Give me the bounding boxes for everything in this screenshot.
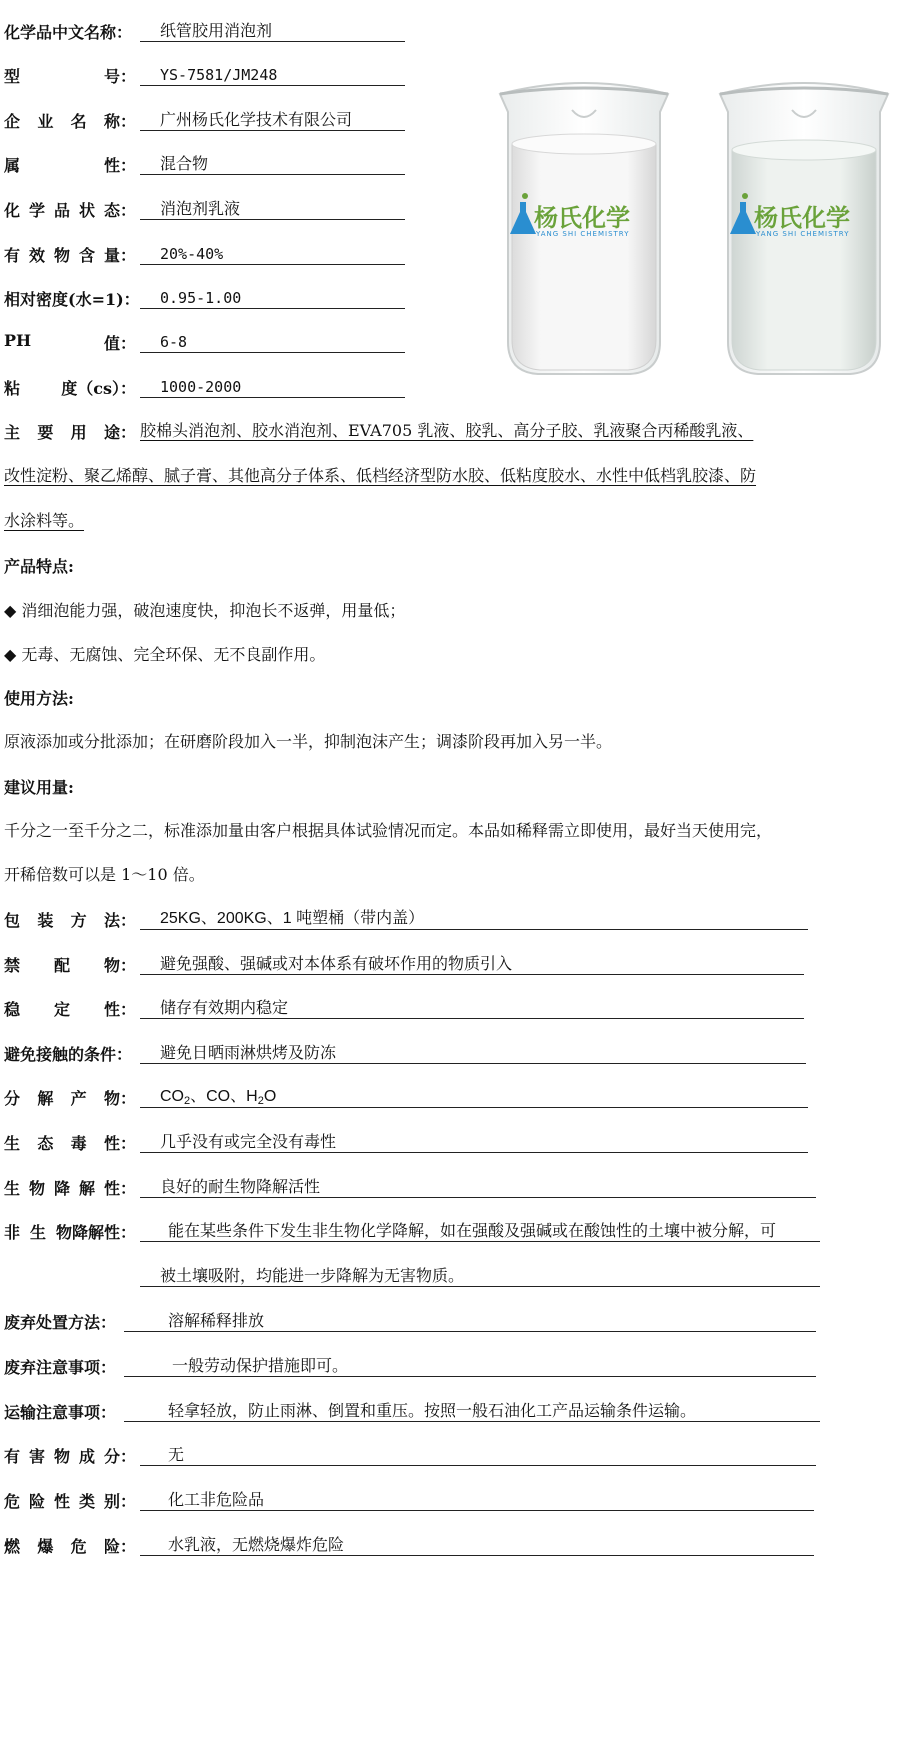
field-value: 被土壤吸附，均能进一步降解为无害物质。 [140, 1265, 820, 1287]
field-label: 废弃处置方法： [4, 1313, 117, 1332]
field-value: 20%-40% [140, 243, 405, 265]
field-value: 6-8 [140, 331, 405, 353]
field-label: 有 效 物 含 量： [4, 246, 136, 265]
field-value: 1000-2000 [140, 376, 405, 398]
field-label: 生 态 毒 性： [4, 1134, 136, 1153]
field-label: 分 解 产 物： [4, 1089, 136, 1108]
field-value: 25KG、200KG、1 吨塑桶（带内盖） [140, 908, 808, 930]
field-value: 无 [140, 1444, 816, 1466]
logo-brand: 杨氏化学 [534, 204, 630, 232]
features-heading: 产品特点: [4, 557, 74, 576]
field-label: 相对密度(水=1)： [4, 290, 140, 309]
feature-item: ◆ 无毒、无腐蚀、完全环保、无不良副作用。 [4, 645, 326, 664]
field-label: 燃 爆 危 险： [4, 1537, 136, 1556]
field-value: 能在某些条件下发生非生物化学降解，如在强酸及强碱或在酸蚀性的土壤中被分解，可 [140, 1220, 820, 1242]
field-value: 轻拿轻放，防止雨淋、倒置和重压。按照一般石油化工产品运输条件运输。 [124, 1400, 820, 1422]
method-heading: 使用方法: [4, 689, 74, 708]
usage-text-line: 水涂料等。 [4, 511, 85, 530]
field-label: 型 号： [4, 67, 136, 86]
logo-brand: 杨氏化学 [754, 204, 850, 232]
product-photo [492, 72, 900, 382]
field-label: 化学品中文名称： [4, 23, 133, 42]
dosage-text-line: 开稀倍数可以是 1～10 倍。 [4, 865, 205, 884]
field-value: 避免强酸、强碱或对本体系有破坏作用的物质引入 [140, 953, 804, 975]
field-label: PH 值： [4, 331, 136, 353]
field-value: YS-7581/JM248 [140, 64, 405, 86]
usage-label: 主 要 用 途： [4, 423, 136, 442]
field-value: 0.95-1.00 [140, 287, 405, 309]
field-value: 广州杨氏化学技术有限公司 [140, 109, 405, 131]
field-value: 避免日晒雨淋烘烤及防冻 [140, 1042, 806, 1064]
field-label: 禁 配 物： [4, 956, 136, 975]
field-label: 稳 定 性： [4, 1000, 136, 1019]
field-label: 包 装 方 法： [4, 911, 136, 930]
usage-text-line: 改性淀粉、聚乙烯醇、腻子膏、其他高分子体系、低档经济型防水胶、低粘度胶水、水性中低档乳胶漆、防 [4, 466, 757, 485]
method-text: 原液添加或分批添加；在研磨阶段加入一半，抑制泡沫产生；调漆阶段再加入另一半。 [4, 732, 613, 751]
field-label: 属 性： [4, 156, 136, 175]
logo-subtitle: YANG SHI CHEMISTRY [536, 230, 630, 238]
dosage-text-line: 千分之一至千分之二，标准添加量由客户根据具体试验情况而定。本品如稀释需立即使用，最好当天使用完， [4, 821, 773, 840]
field-value: 混合物 [140, 153, 405, 175]
feature-item: ◆ 消细泡能力强，破泡速度快，抑泡长不返弹，用量低； [4, 601, 406, 620]
field-value: 良好的耐生物降解活性 [140, 1176, 816, 1198]
field-value: 化工非危险品 [140, 1489, 814, 1511]
field-label: 避免接触的条件： [4, 1045, 133, 1064]
field-value: 溶解稀释排放 [124, 1310, 816, 1332]
field-value: 纸管胶用消泡剂 [140, 20, 405, 42]
field-label: 非 生 物降解性： [4, 1223, 136, 1242]
field-value: 消泡剂乳液 [140, 198, 405, 220]
field-value: 一般劳动保护措施即可。 [124, 1355, 816, 1377]
dosage-heading: 建议用量: [4, 778, 74, 797]
field-label: 粘 度（cs）： [4, 379, 136, 398]
field-label: 废弃注意事项： [4, 1358, 117, 1377]
usage-text-line: 胶棉头消泡剂、胶水消泡剂、EVA705 乳液、胶乳、高分子胶、乳液聚合丙稀酸乳液、 [140, 421, 754, 440]
field-value: 几乎没有或完全没有毒性 [140, 1131, 808, 1153]
field-label: 生 物 降 解 性： [4, 1179, 136, 1198]
field-value: $CO_2$、CO、$H_2O$ [140, 1086, 808, 1108]
field-label: 企 业 名 称： [4, 112, 136, 131]
field-value: 储存有效期内稳定 [140, 997, 804, 1019]
field-label: 有 害 物 成 分： [4, 1447, 136, 1466]
field-value: 水乳液，无燃烧爆炸危险 [140, 1534, 814, 1556]
field-label: 危 险 性 类 别： [4, 1492, 136, 1511]
field-label: 化 学 品 状 态： [4, 201, 136, 220]
logo-subtitle: YANG SHI CHEMISTRY [756, 230, 850, 238]
field-label: 运输注意事项： [4, 1403, 117, 1422]
